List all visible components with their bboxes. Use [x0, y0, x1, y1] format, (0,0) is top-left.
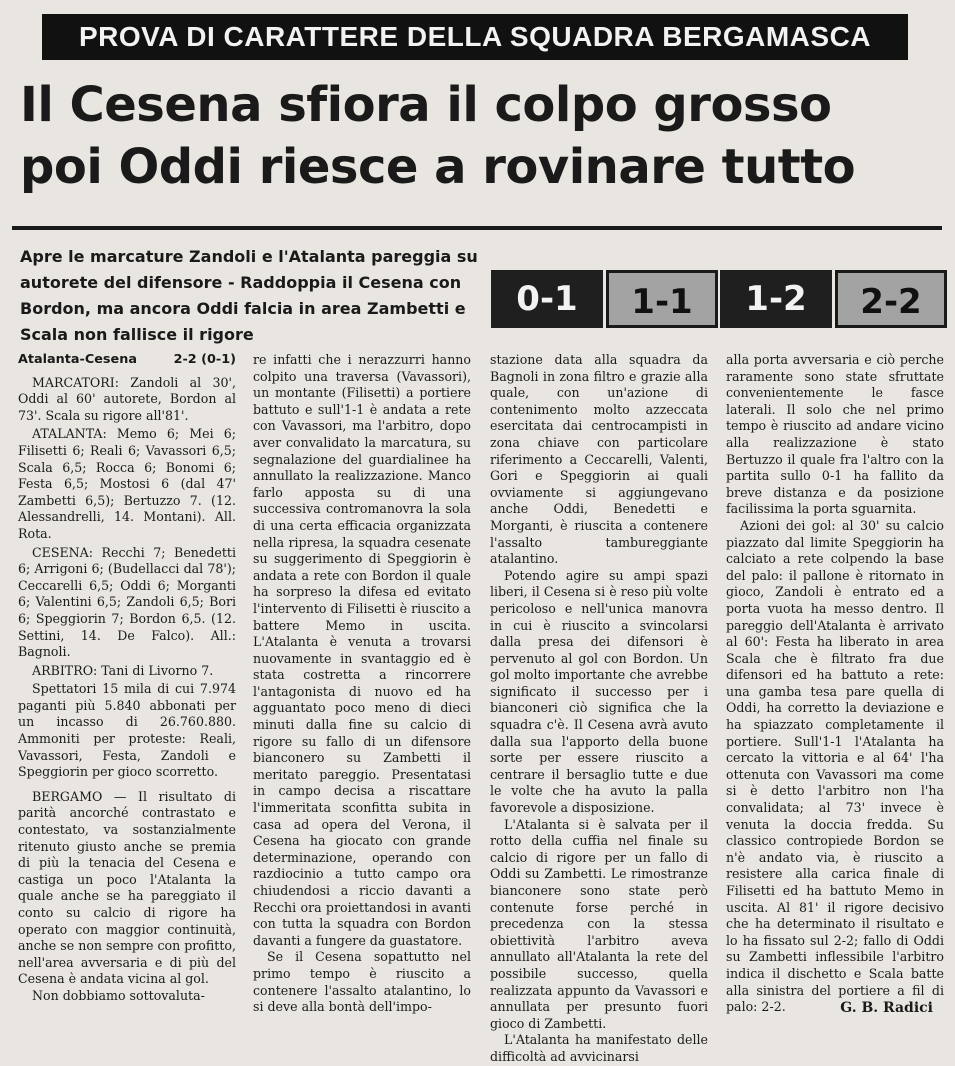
score-box-2: 1-1 [606, 270, 718, 328]
article-column-3 [490, 352, 708, 1066]
scorers: MARCATORI: Zandoli al 30', Oddi al 60' autorete, Bordon al 73'. Scala su rigore all'81'. [18, 374, 236, 423]
article-paragraph: Azioni dei gol: al 30' su calcio piazzato dal limite Speggiorin ha calciato a rete colpendo la base del palo: il pallone è ritornato in gioco, Zandoli è entrato ed a porta vuota ha messo dentro. Il pareggio dell'Atalanta è arrivato al 60': Festa ha liberato in area Scala che è filtrato fra due difensori ed ha battuto a rete: una gamba tesa pare quella di Oddi, ha corretto la deviazione e ha spiazzato completamente il portiere. Sull'1-1 l'Atalanta ha cercato la vittoria e al 64' l'ha ottenuta con Vavassori ma come si è detto l'arbitro non l'ha convalidata; al 73' invece è venuta la doccia fredda. Su classico contropiede Bordon se n'è andato via, è riuscito a resistere alla carica finale di Filisetti ed ha battuto Memo in uscita. Al 81' il rigore decisivo che ha determinato il risultato e lo ha fissato sul 2-2; fallo di Oddi su Zambetti inflessibile l'arbitro indica il dischetto e Scala batte alla sinistra del portiere a fil di palo: 2-2. [726, 517, 944, 1015]
lineup-atalanta: ATALANTA: Memo 6; Mei 6; Filisetti 6; Reali 6; Vavassori 6,5; Scala 6,5; Rocca 6; Bonomi 6; Festa 6,5; Mostosi 6 (dal 47' Zambetti 6,5); Bertuzzo 7. (12. Alessandrelli, 14. Montani). All. Rota. [18, 426, 236, 541]
article-paragraph: Non dobbiamo sottovaluta- [32, 987, 205, 1003]
score-box-4: 2-2 [835, 270, 947, 328]
headline [20, 74, 940, 198]
article-column-1 [18, 352, 236, 1005]
kicker-banner: PROVA DI CARATTERE DELLA SQUADRA BERGAMASCA [42, 14, 908, 60]
article-paragraph: alla porta avversaria e ciò perche raramente sono state sfruttate convenientemente le fasce laterali. Il solo che nel primo tempo è riuscito ad andare vicino alla realizzazione è stato Bertuzzo il quale fra l'altro con la partita sullo 0-1 ha fallito da breve distanza e da posizione facilissima la porta sguarnita. [726, 352, 944, 517]
subheadline: Apre le marcature Zandoli e l'Atalanta pareggia su autorete del difensore - Raddoppia il Cesena con Bordon, ma ancora Oddi falcia in area Zambetti e Scala non fallisce il rigore [20, 247, 478, 344]
article-paragraph: L'Atalanta ha manifestato delle difficoltà ad avvicinarsi [490, 1032, 708, 1064]
match-title [18, 352, 236, 369]
article-column-4 [726, 352, 944, 1016]
headline-line-1: Il Cesena sfiora il colpo grosso [20, 77, 832, 133]
byline: G. B. Radici [840, 1000, 933, 1016]
score-box-1: 0-1 [491, 270, 603, 328]
score-box-3: 1-2 [720, 270, 832, 328]
article-paragraph: re infatti che i nerazzurri hanno colpito una traversa (Vavassori), un montante (Filisetti) a portiere battuto e sull'1-1 è andata a rete con Vavassori, ma l'arbitro, dopo aver convalidato la marcatura, su segnalazione del guardialinee ha annullato la realizzazione. Manco farlo apposta su di una successiva contromanovra la sola di una certa efficacia organizzata nella ripresa, la squadra cesenate su suggerimento di Speggiorin è andata a rete con Bordon il quale ha sorpreso la difesa ed evitato l'intervento di Filisetti è riuscito a battere Memo in uscita. L'Atalanta è venuta a trovarsi nuovamente in svantaggio ed è stata costretta a rincorrere l'antagonista di nuovo ed ha agguantato poco meno di dieci minuti dalla fine su calcio di rigore su fallo di un difensore bianconero su Zambetti il meritato pareggio. Presentatasi in campo decisa a riscattare l'immeritata sconfitta subita in casa ad opera del Verona, il Cesena ha giocato con grande determinazione, operando con razdiocinio a tutto campo ora chiudendosi a riccio davanti a Recchi ora proiettandosi in avanti con tutta la squadra con Bordon davanti a fungere da guastatore. [253, 352, 471, 948]
lineup-cesena: CESENA: Recchi 7; Benedetti 6; Arrigoni 6; (Budellacci dal 78'); Ceccarelli 6,5; Oddi 6; Morganti 6; Valentini 6,5; Zandoli 6,5; Bori 6; Speggiorin 7; Bordon 6,5. (12. Settini, 14. De Falco). All.: Bagnoli. [18, 544, 236, 660]
article-paragraph: stazione data alla squadra da Bagnoli in zona filtro e grazie alla quale, con un'azione di contenimento molto azzeccata esercitata dai centrocampisti in zona chiave con particolare riferimento a Ceccarelli, Valenti, Gori e Speggiorin ai quali ovviamente si aggiungevano anche Oddi, Benedetti e Morganti, è riuscita a contenere l'assalto tambureggiante atalantino. [490, 352, 708, 567]
referee: ARBITRO: Tani di Livorno 7. [32, 662, 214, 678]
article-column-2 [253, 352, 471, 1016]
article-paragraph: BERGAMO — Il risultato di parità ancorché contrastato e contestato, va sostanzialmente ritenuto giusto anche se premia di più la tenacia del Cesena e castiga un poco l'Atalanta la quale anche se ha pareggiato il conto su calcio di rigore ha operato con maggior continuità, anche se non sempre con profitto, nell'area avversaria e di più del Cesena è andata vicina al gol. [18, 788, 236, 987]
headline-rule [12, 226, 942, 230]
match-result: 2-2 (0-1) [173, 352, 236, 367]
article-paragraph: Se il Cesena sopattutto nel primo tempo è riuscito a contenere l'assalto atalantino, lo si deve alla bontà dell'impo- [253, 949, 471, 1015]
attendance: Spettatori 15 mila di cui 7.974 paganti più 5.840 abbonati per un incasso di 26.760.880. Ammoniti per proteste: Reali, Vavassori, Festa, Zandoli e Speggiorin per gioco scorretto. [18, 681, 236, 780]
article-paragraph: Potendo agire su ampi spazi liberi, il Cesena si è reso più volte pericoloso e nell'unica manovra in cui è riuscito a svincolarsi dalla presa dei difensori è pervenuto al gol con Bordon. Un gol molto importante che avrebbe significato il successo per i bianconeri ciò significa che la squadra c'è. Il Cesena avrà avuto dalla sua l'apporto della buone sorte per essere riuscito a centrare il bersaglio tutte e due le volte che ha avuto la palla favorevole a disposizione. [490, 567, 708, 816]
article-paragraph: L'Atalanta si è salvata per il rotto della cuffia nel finale su calcio di rigore per un fallo di Oddi su Zambetti. Le rimostranze bianconere sono state però contenute forse perché in precedenza con la stessa obiettività l'arbitro aveva annullato all'Atalanta la rete del possibile successo, quella realizzata appunto da Vavassori e annullata per presunto fuori gioco di Zambetti. [490, 816, 708, 1031]
headline-line-2: poi Oddi riesce a rovinare tutto [20, 139, 856, 195]
match-teams: Atalanta-Cesena [18, 352, 137, 367]
